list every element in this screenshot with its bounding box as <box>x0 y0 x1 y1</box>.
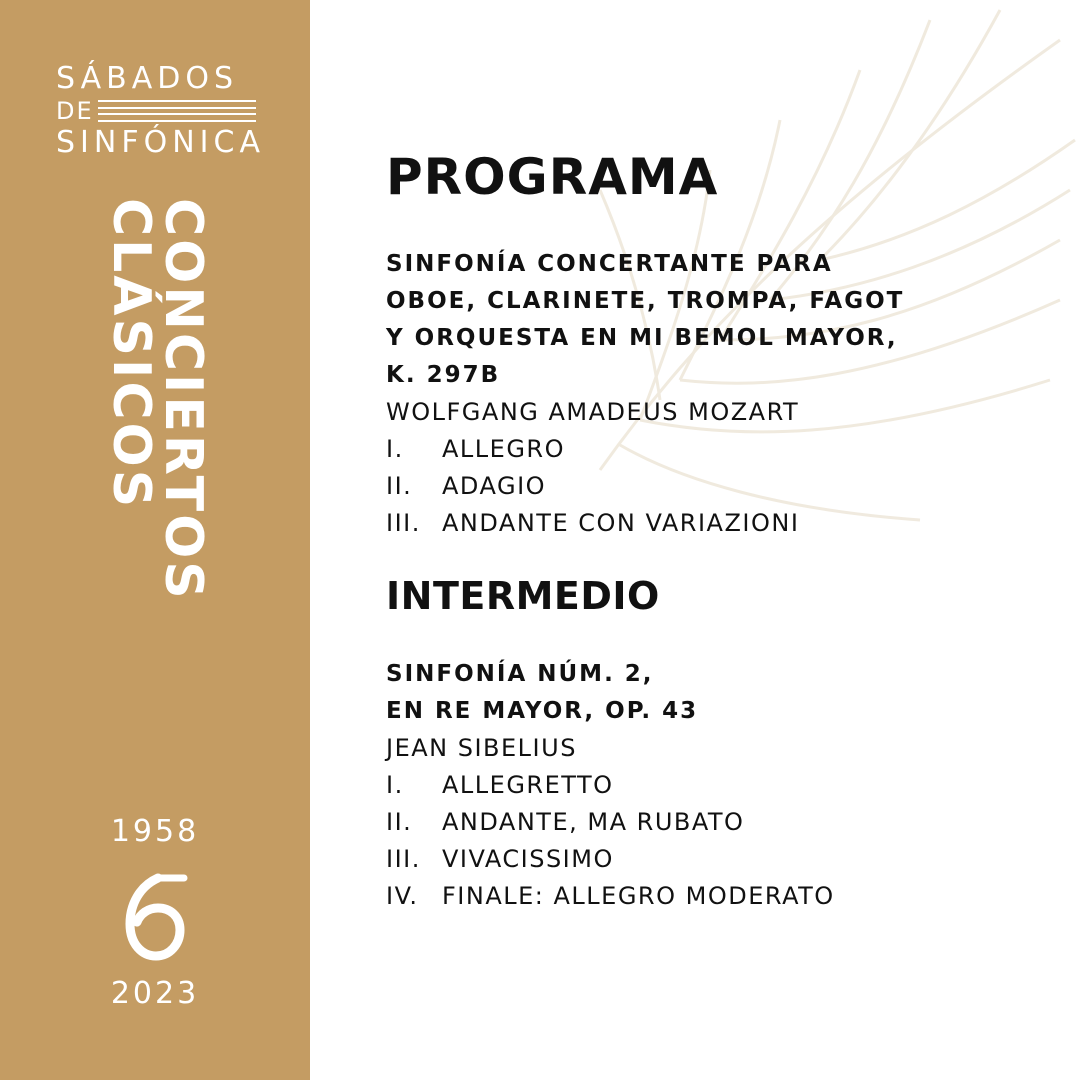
work1-composer: WOLFGANG AMADEUS MOZART <box>386 398 800 426</box>
movement-name: ANDANTE, MA RUBATO <box>442 808 745 836</box>
vertical-title-line-1: CONCIERTOS <box>153 198 213 602</box>
sidebar-band <box>0 0 310 1080</box>
sabados-de-sinfonica-logo <box>56 61 265 160</box>
vertical-title-line-2: CLÁSICOS <box>101 198 161 511</box>
work2-composer: JEAN SIBELIUS <box>386 734 577 762</box>
series-vertical-title <box>100 198 220 602</box>
list-item <box>386 841 1046 878</box>
movement-name: ALLEGRETTO <box>442 771 614 799</box>
logo-de-text: DE <box>56 97 94 125</box>
year-start: 1958 <box>110 814 200 849</box>
logo-line-sabados: SÁBADOS <box>56 61 238 96</box>
movement-number: I. <box>386 771 404 799</box>
movement-name: VIVACISSIMO <box>442 845 614 873</box>
year-end: 2023 <box>110 976 200 1011</box>
movement-number: I. <box>386 435 404 463</box>
movement-number: III. <box>386 845 421 873</box>
anniversary-65-mark <box>120 872 190 962</box>
logo-line-sinfonica: SINFÓNICA <box>56 125 265 160</box>
work2-title: SINFONÍA NÚM. 2, EN RE MAYOR, OP. 43 <box>386 661 699 724</box>
movement-name: ALLEGRO <box>442 435 565 463</box>
work1-movements <box>386 431 1046 542</box>
list-item <box>386 505 1046 542</box>
movement-name: ANDANTE CON VARIAZIONI <box>442 509 800 537</box>
logo-line-de <box>56 96 256 126</box>
program-content <box>386 140 1046 915</box>
movement-number: III. <box>386 509 421 537</box>
intermission-heading: INTERMEDIO <box>386 574 660 618</box>
list-item <box>386 468 1046 505</box>
movement-number: IV. <box>386 882 419 910</box>
list-item <box>386 878 1046 915</box>
list-item <box>386 804 1046 841</box>
list-item <box>386 431 1046 468</box>
work1-title: SINFONÍA CONCERTANTE PARA OBOE, CLARINETE, TROMPA, FAGOT Y ORQUESTA EN MI BEMOL MAYOR, K. 297B <box>386 251 905 388</box>
work2-movements <box>386 767 1046 915</box>
movement-number: II. <box>386 472 413 500</box>
program-heading: PROGRAMA <box>386 148 719 206</box>
movement-name: FINALE: ALLEGRO MODERATO <box>442 882 835 910</box>
list-item <box>386 767 1046 804</box>
logo-stripes-decoration <box>98 100 256 122</box>
movement-number: II. <box>386 808 413 836</box>
movement-name: ADAGIO <box>442 472 547 500</box>
